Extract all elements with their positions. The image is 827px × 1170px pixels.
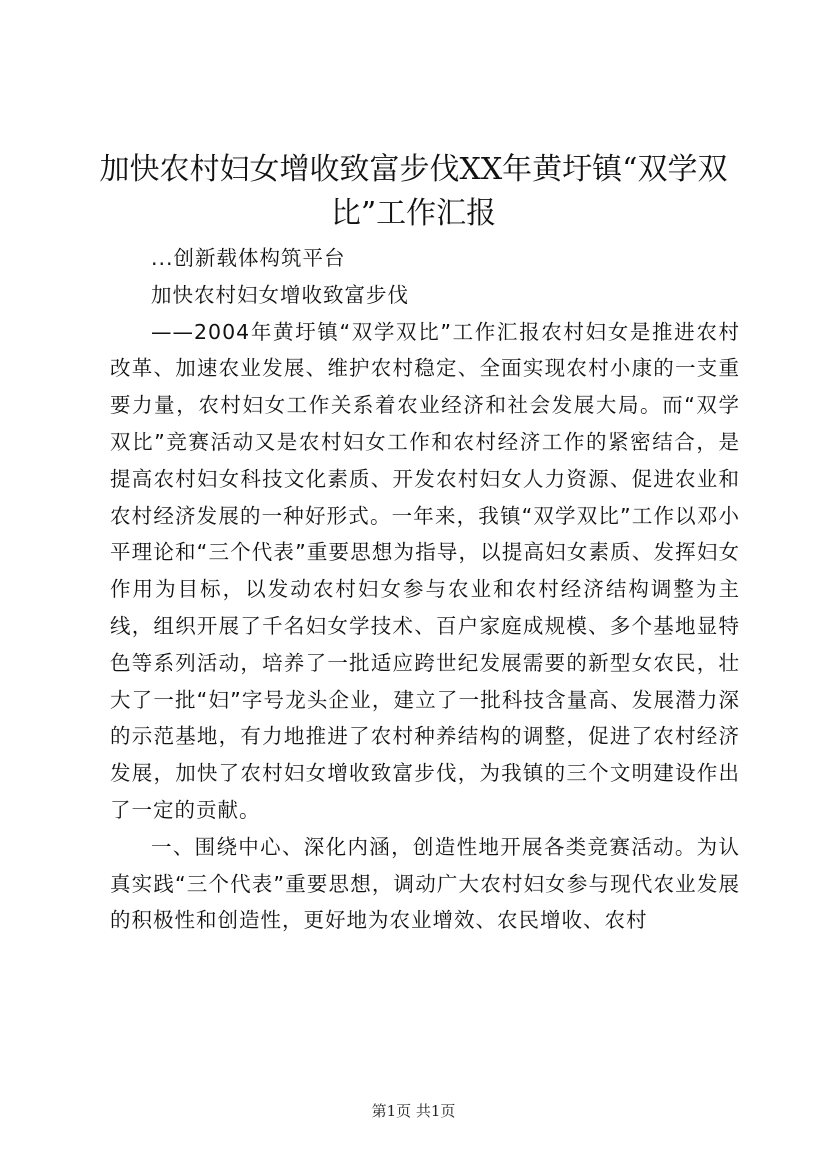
page-footer: 第1页 共1页 (371, 1102, 456, 1120)
paragraph-intro: ——2004年黄圩镇“双学双比”工作汇报农村妇女是推进农村改革、加速农业发展、维护农村稳定、全面实现农村小康的一支重要力量，农村妇女工作关系着农业经济和社会发展大局。而“双学双比”竞赛活动又是农村妇女工作和农村经济工作的紧密结合，是提高农村妇女科技文化素质、开发农村妇女人力资源、促进农业和农村经济发展的一种好形式。一年来，我镇“双学双比”工作以邓小平理论和“三个代表”重要思想为指导，以提高妇女素质、发挥妇女作用为目标，以发动农村妇女参与农业和农村经济结构调整为主线，组织开展了千名妇女学技术、百户家庭成规模、多个基地显特色等系列活动，培养了一批适应跨世纪发展需要的新型女农民，壮大了一批“妇”字号龙头企业，建立了一批科技含量高、发展潜力深的示范基地，有力地推进了农村种养结构的调整，促进了农村经济发展，加快了农村妇女增收致富步伐，为我镇的三个文明建设作出了一定的贡献。 (110, 319, 740, 822)
paragraph-subheading-2: 加快农村妇女增收致富步伐 (151, 282, 409, 307)
paragraph-subheading-1: ...创新载体构筑平台 (151, 246, 346, 270)
document-title: 加快农村妇女增收致富步伐XX年黄圩镇“双学双比”工作汇报 (99, 152, 728, 231)
document-body (110, 240, 740, 939)
paragraph-section-1: 一、围绕中心、深化内涵，创造性地开展各类竞赛活动。为认真实践“三个代表”重要思想，调动广大农村妇女参与现代农业发展的积极性和创造性，更好地为农业增效、农民增收、农村 (110, 834, 740, 933)
